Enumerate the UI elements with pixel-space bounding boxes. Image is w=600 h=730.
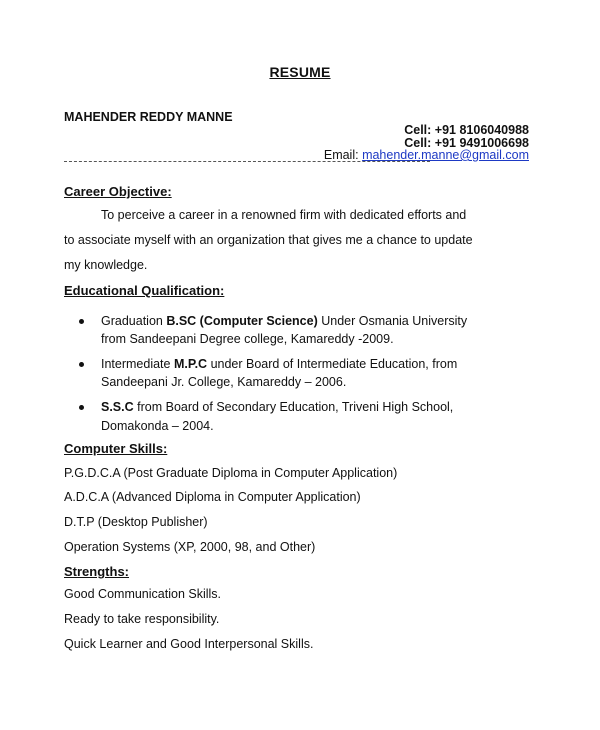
skill-item: A.D.C.A (Advanced Diploma in Computer Application) bbox=[64, 490, 361, 504]
document-title: RESUME bbox=[269, 64, 331, 80]
bullet-icon bbox=[79, 319, 84, 324]
skill-item: P.G.D.C.A (Post Graduate Diploma in Computer Application) bbox=[64, 466, 398, 480]
bullet-icon bbox=[79, 405, 84, 410]
bullet-icon bbox=[79, 362, 84, 367]
education-item-2-line-2: Sandeepani Jr. College, Kamareddy – 2006. bbox=[101, 375, 347, 389]
career-objective-line-1: To perceive a career in a renowned firm with dedicated efforts and bbox=[101, 208, 467, 222]
strength-item: Ready to take responsibility. bbox=[64, 612, 220, 626]
strengths-heading: Strengths: bbox=[64, 564, 129, 579]
strength-item: Good Communication Skills. bbox=[64, 587, 222, 601]
strength-item: Quick Learner and Good Interpersonal Skills. bbox=[64, 637, 314, 651]
computer-skills-heading: Computer Skills: bbox=[64, 441, 168, 456]
career-objective-line-3: my knowledge. bbox=[64, 258, 148, 272]
education-item-3: S.S.C from Board of Secondary Education, Triveni High School, bbox=[101, 400, 454, 414]
candidate-name: MAHENDER REDDY MANNE bbox=[64, 110, 233, 124]
cell-phone-1: Cell: +91 8106040988 bbox=[404, 123, 529, 137]
email-link[interactable]: mahender.manne@gmail.com bbox=[362, 148, 529, 162]
email-label: Email: bbox=[323, 148, 363, 162]
cell-phone-2: Cell: +91 9491006698 bbox=[404, 136, 529, 150]
skill-item: D.T.P (Desktop Publisher) bbox=[64, 515, 208, 529]
career-objective-heading: Career Objective: bbox=[64, 184, 172, 199]
header-divider bbox=[64, 161, 430, 162]
skill-item: Operation Systems (XP, 2000, 98, and Other) bbox=[64, 540, 316, 554]
career-objective-line-2: to associate myself with an organization that gives me a chance to update bbox=[64, 233, 473, 247]
education-item-1: Graduation B.SC (Computer Science) Under Osmania University bbox=[101, 314, 468, 328]
education-item-1-line-2: from Sandeepani Degree college, Kamareddy -2009. bbox=[101, 332, 394, 346]
education-heading: Educational Qualification: bbox=[64, 283, 225, 298]
email-line bbox=[324, 148, 529, 162]
education-item-3-line-2: Domakonda – 2004. bbox=[101, 419, 214, 433]
education-item-2: Intermediate M.P.C under Board of Intermediate Education, from bbox=[101, 357, 458, 371]
